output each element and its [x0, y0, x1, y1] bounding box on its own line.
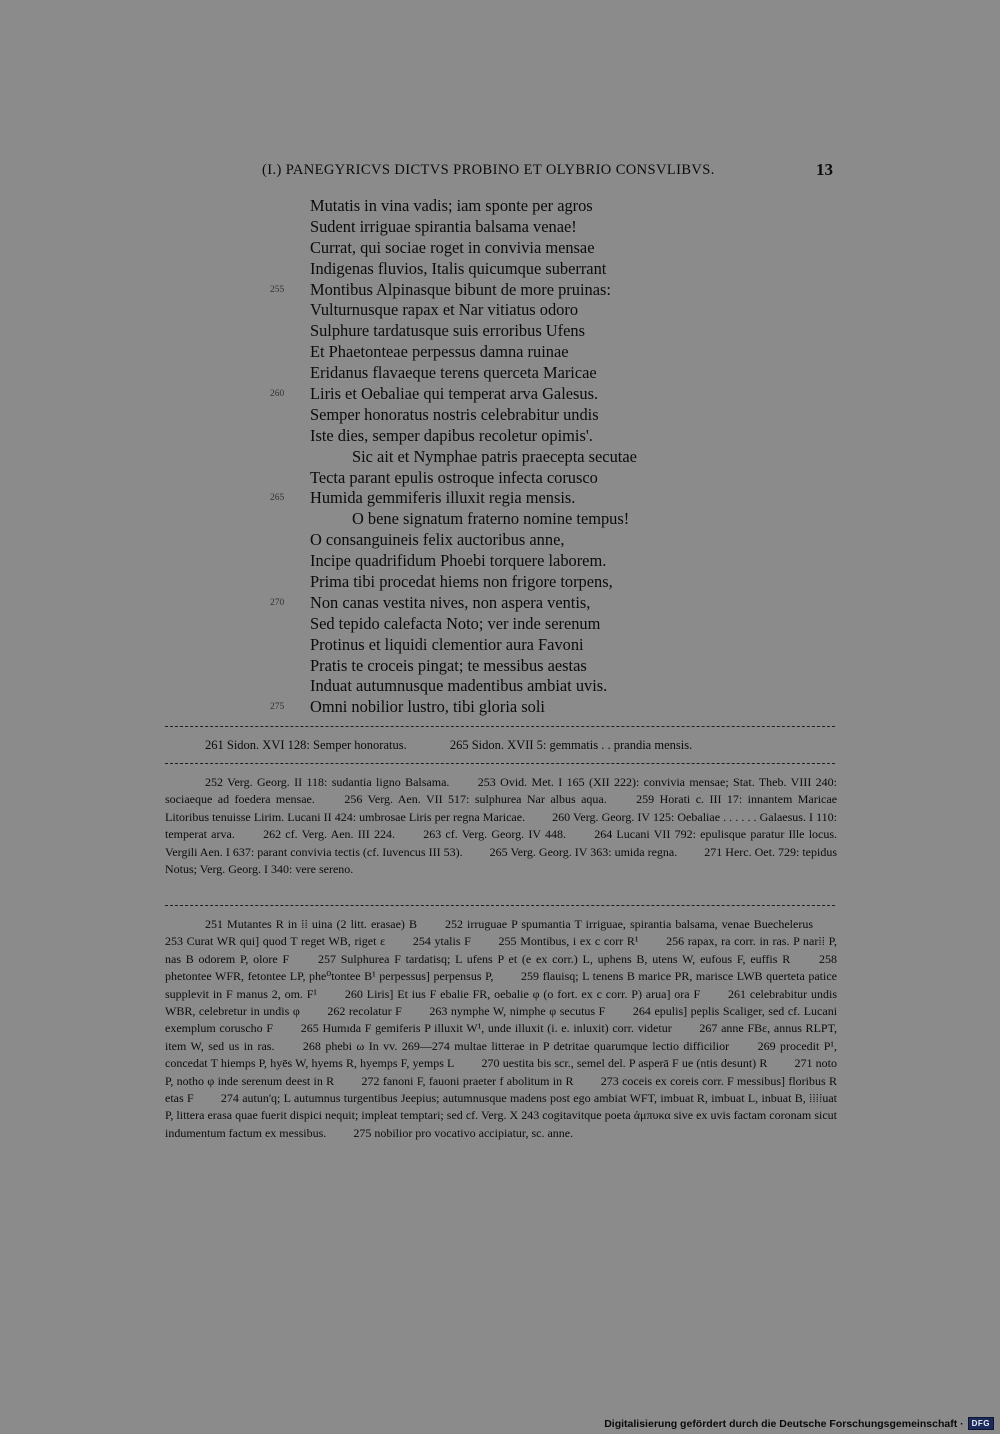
- verse-text: Et Phaetonteae perpessus damna ruinae: [310, 342, 569, 362]
- loci-similes-entry: 253 Ovid. Met. I 165 (XII 222): convivia mensae; Stat. Theb. VIII 240: sociaeque ad foedera mensae.: [165, 775, 838, 807]
- verse-line: [0, 196, 1000, 217]
- apparatus-entry: 268 phebi ω In vv. 269—274 multae litterae in P detritae quarumque lectio difficilior: [302, 1038, 730, 1053]
- apparatus-entry: 253 Curat WR qui] quod T reget WB, riget ε: [165, 934, 386, 949]
- apparatus-entry: 260 Liris] Et ius F ebalie FR, oebalie φ (o fort. ex c corr. P) arua] ora F: [344, 986, 701, 1001]
- verse-text: Sulphure tardatusque suis erroribus Ufens: [310, 321, 585, 341]
- verse-text: Incipe quadrifidum Phoebi torquere laborem.: [310, 551, 607, 571]
- verse-text: Eridanus flavaeque terens querceta Maricae: [310, 363, 597, 383]
- verse-line: [0, 447, 1000, 468]
- page-number: 13: [816, 160, 833, 179]
- footer-text: Digitalisierung gefördert durch die Deutsche Forschungsgemeinschaft ·: [604, 1417, 964, 1430]
- loci-similes-entry: 262 cf. Verg. Aen. III 224.: [263, 827, 395, 842]
- rule-divider: [165, 726, 835, 727]
- loci-similes-entry: 259 Horati c. III 17: innantem Maricae Litoribus tenuisse Lirim. Lucani II 424: umbrosae Liris per regna Maricae.: [165, 792, 838, 824]
- apparatus-entry: 271 noto P, notho φ inde serenum deest in R: [165, 1056, 838, 1088]
- verse-text: Sed tepido calefacta Noto; ver inde serenum: [310, 613, 601, 633]
- verse-text: Montibus Alpinasque bibunt de more pruinas:: [310, 279, 611, 299]
- verse-line: [0, 426, 1000, 447]
- verse-text: Protinus et liquidi clementior aura Favoni: [310, 634, 584, 654]
- verse-line: [0, 572, 1000, 593]
- line-number: 270: [270, 597, 285, 608]
- verse-line: [0, 217, 1000, 238]
- apparatus-entry: 252 irruguae P spumantia T irriguae, spirantia balsama, venae Buechelerus: [445, 917, 814, 931]
- verse-text: Liris et Oebaliae qui temperat arva Galesus.: [310, 384, 599, 404]
- verse-text: Indigenas fluvios, Italis quicumque suberrant: [310, 258, 607, 278]
- apparatus-entry: 270 uestita bis scr., semel del. P asperā F ue (ntis desunt) R: [481, 1056, 768, 1071]
- apparatus-entry: 267 anne FBε, annus RLPT, item W, sed us in ras.: [165, 1021, 838, 1053]
- apparatus-entry: 254 ytalis F: [412, 934, 471, 949]
- loci-similes-entry: 264 Lucani VII 792: epulisque paratur Ille locus. Vergili Aen. I 637: parant convivia tectis (cf. Iuvencus III 53).: [165, 827, 838, 859]
- verse-text: Tecta parant epulis ostroque infecta corusco: [310, 467, 598, 487]
- verse-text: O bene signatum fraterno nomine tempus!: [352, 509, 630, 529]
- verse-line: [0, 635, 1000, 656]
- running-head: (I.) PANEGYRICVS DICTVS PROBINO ET OLYBRIO CONSVLIBVS.: [262, 162, 715, 178]
- verse-text: Sudent irriguae spirantia balsama venae!: [310, 216, 577, 236]
- verse-text: Humida gemmiferis illuxit regia mensis.: [310, 488, 576, 508]
- verse-text: Semper honoratus nostris celebrabitur undis: [310, 404, 599, 424]
- verse-line: [0, 321, 1000, 342]
- line-number: 260: [270, 389, 285, 400]
- funding-credit: [604, 1417, 994, 1430]
- loci-similes-entry: 263 cf. Verg. Georg. IV 448.: [423, 827, 566, 842]
- loci-similes-entry: 252 Verg. Georg. II 118: sudantia ligno Balsama.: [205, 775, 450, 789]
- verse-text: Non canas vestita nives, non aspera ventis,: [310, 592, 591, 612]
- verse-line: [0, 697, 1000, 718]
- verse-text: Induat autumnusque madentibus ambiat uvis.: [310, 676, 608, 696]
- verse-text: Sic ait et Nymphae patris praecepta secutae: [352, 446, 637, 466]
- apparatus-entry: 259 flauisq; L tenens B marice PR, marisce LWB querteta patice supplevit in F manus 2, om. F¹: [165, 969, 838, 1001]
- verse-text: Iste dies, semper dapibus recoletur opimis'.: [310, 425, 593, 445]
- verse-line: [0, 342, 1000, 363]
- verse-text: Mutatis in vina vadis; iam sponte per agros: [310, 196, 593, 215]
- line-number: 275: [270, 702, 285, 713]
- loci-similes-apparatus: [165, 774, 837, 878]
- verse-line: [0, 405, 1000, 426]
- apparatus-entry: 256 rapax, ra corr. in ras. P nar⁞⁞ P, nas B odorem P, olore F: [165, 934, 838, 966]
- verse-text: Prima tibi procedat hiems non frigore torpens,: [310, 572, 613, 592]
- apparatus-entry: 269 procedit P¹, concedat T hiemps P, hyēs W, hyems R, hyemps F, yemps L: [165, 1038, 838, 1071]
- apparatus-entry: 257 Sulphurea F tardatisq; L ufens P et (e ex corr.) L, uphens B, utens W, eufous F, euffis R: [317, 951, 791, 966]
- verse-text: Pratis te croceis pingat; te messibus aestas: [310, 655, 587, 675]
- rule-divider: [165, 905, 835, 906]
- verse-line: [0, 384, 1000, 405]
- verse-line: [0, 551, 1000, 572]
- loci-similes-entry: 265 Verg. Georg. IV 363: umida regna.: [489, 844, 678, 859]
- critical-apparatus: [165, 916, 837, 1142]
- apparatus-entry: 272 fanoni F, fauoni praeter f abolitum in R: [361, 1073, 574, 1088]
- line-number: 255: [270, 284, 285, 295]
- apparatus-paragraph: [165, 916, 837, 1142]
- verse-block: [0, 196, 1000, 718]
- verse-text: Omni nobilior lustro, tibi gloria soli: [310, 697, 545, 717]
- apparatus-entry: 251 Mutantes R in ⁞⁞ uina (2 litt. erasae) B: [205, 917, 417, 931]
- apparatus-entry: 258 phetontee WFR, fetontee LP, phe⁰tontee B¹ perpessus] perpensus P,: [165, 951, 837, 984]
- verse-line: [0, 300, 1000, 321]
- loci-similes-paragraph: [165, 774, 837, 878]
- verse-line: [0, 280, 1000, 301]
- verse-line: [0, 363, 1000, 384]
- apparatus-entry: 274 autun'q; L autumnus turgentibus Jeepius; autumnusque madens post ego ambiat WFT, imbuat R, imbuat L, inbuat B, ⁞⁞⁞⁞uat P, littera erasa quae fuerit dispici nequit; impleat temptari; sed cf. Verg. X 243 cogitavitque poeta ἀμπυκα sive ex uvis factam coronam sicut indumentum factum ex messibus.: [165, 1091, 838, 1140]
- verse-line: [0, 488, 1000, 509]
- verse-line: [0, 614, 1000, 635]
- verse-line: [0, 238, 1000, 259]
- apparatus-entry: 262 recolatur F: [327, 1004, 402, 1019]
- verse-line: [0, 259, 1000, 280]
- loci-similes-entry: 256 Verg. Aen. VII 517: sulphurea Nar albus aqua.: [344, 792, 607, 807]
- fontes-apparatus: [205, 738, 845, 753]
- rule-divider: [165, 763, 835, 764]
- line-number: 265: [270, 493, 285, 504]
- apparatus-entry: 265 Humıda F gemiferis P illuxit W¹, unde illuxit (i. e. inluxit) corr. videtur: [300, 1021, 672, 1036]
- loci-similes-entry: 271 Herc. Oet. 729: tepidus Notus; Verg. Georg. I 340: vere sereno.: [165, 844, 838, 877]
- verse-line: [0, 509, 1000, 530]
- apparatus-entry: 273 coceis ex coreis corr. F messibus] floribus R etas F: [165, 1073, 838, 1106]
- dfg-logo: DFG: [968, 1417, 994, 1430]
- verse-text: O consanguineis felix auctoribus anne,: [310, 530, 565, 550]
- verse-line: [0, 676, 1000, 697]
- apparatus-entry: 261 celebrabitur undis WBR, celebretur in undis φ: [165, 986, 838, 1019]
- verse-line: [0, 468, 1000, 489]
- loci-similes-entry: 260 Verg. Georg. IV 125: Oebaliae . . . . . . Galaesus. I 110: temperat arva.: [165, 809, 837, 842]
- apparatus-entry: 255 Montibus, i ex c corr R¹: [498, 934, 639, 949]
- verse-text: Currat, qui sociae roget in convivia mensae: [310, 237, 595, 257]
- apparatus-entry: 264 epulis] peplis Scaliger, sed cf. Lucani exemplum coruscho F: [165, 1004, 838, 1036]
- apparatus-entry: 275 nobilior pro vocativo accipiatur, sc. anne.: [353, 1125, 574, 1140]
- fontes-entry: 261 Sidon. XVI 128: Semper honoratus.: [205, 738, 407, 752]
- apparatus-entry: 263 nymphe W, nimphe φ secutus F: [429, 1004, 606, 1019]
- verse-text: Vulturnusque rapax et Nar vitiatus odoro: [310, 300, 579, 320]
- verse-line: [0, 530, 1000, 551]
- verse-line: [0, 656, 1000, 677]
- fontes-entry: 265 Sidon. XVII 5: gemmatis . . prandia mensis.: [449, 738, 693, 752]
- verse-line: [0, 593, 1000, 614]
